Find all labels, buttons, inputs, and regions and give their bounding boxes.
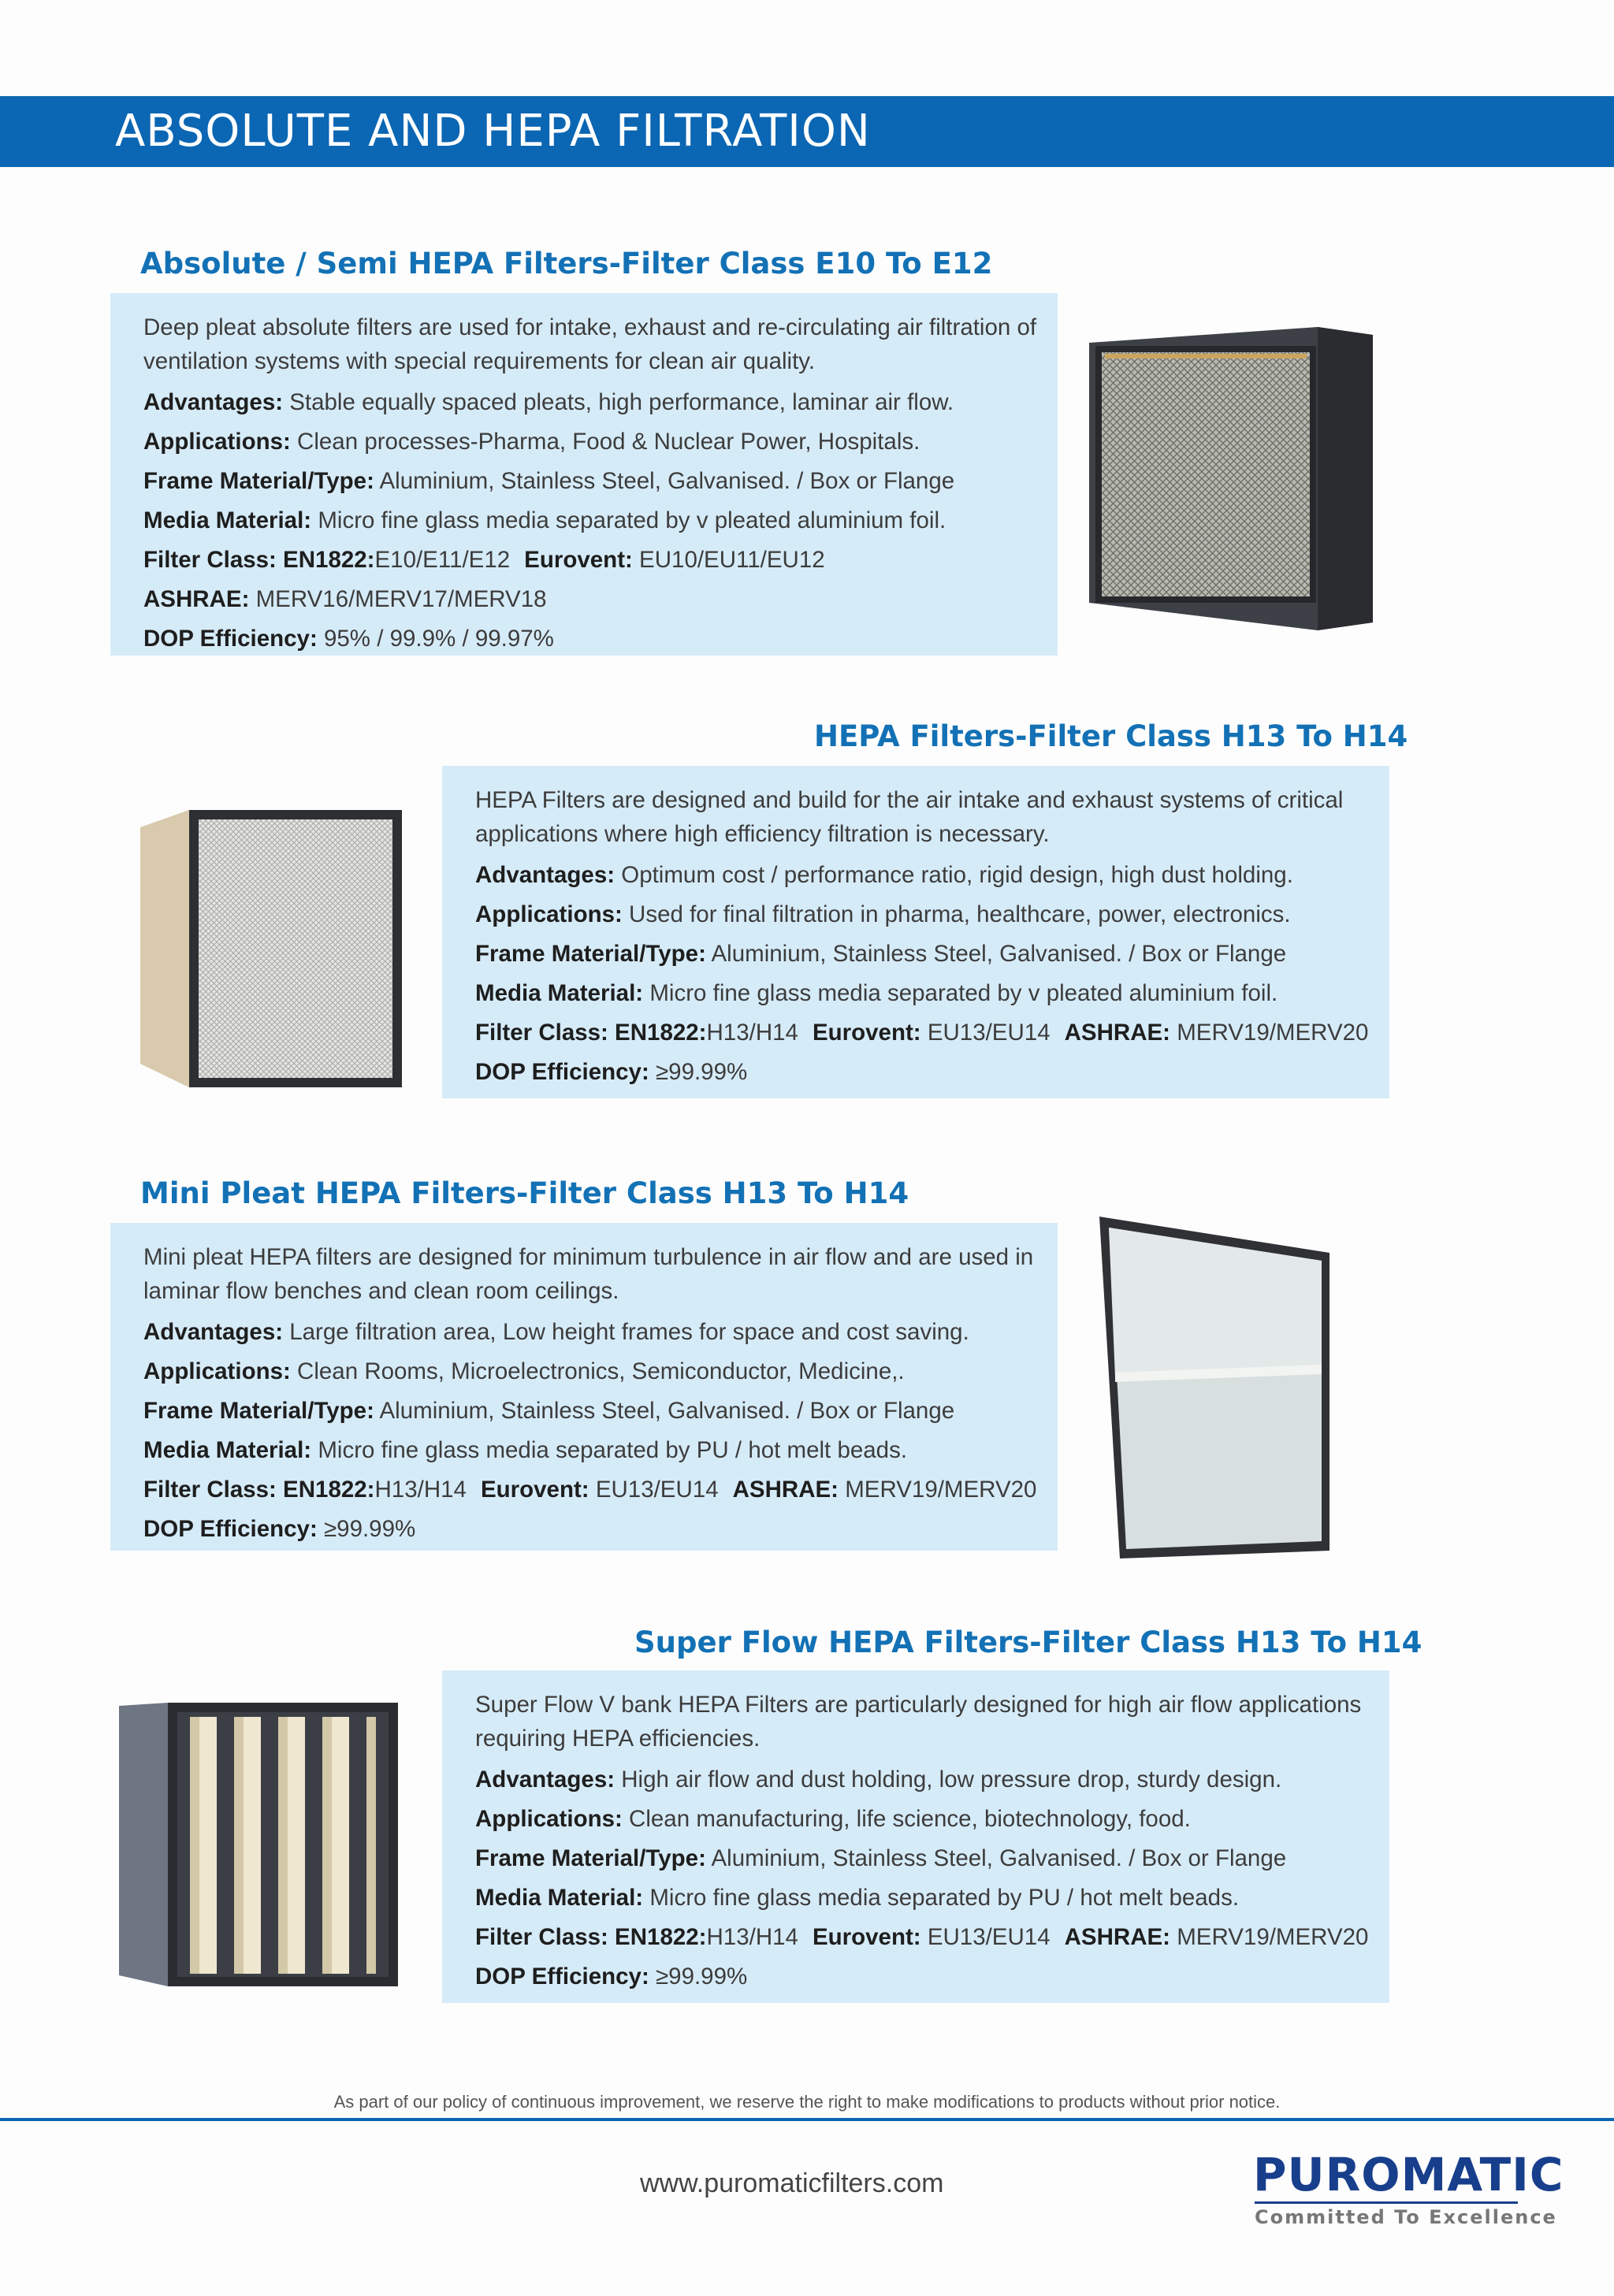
section-title-absolute: Absolute / Semi HEPA Filters-Filter Class E10 To E12 [140, 247, 993, 280]
filter-class-row: Filter Class: EN1822:H13/H14 Eurovent: EU13/EU14 ASHRAE: MERV19/MERV20 [475, 1924, 1369, 1950]
frame-row: Frame Material/Type: Aluminium, Stainless Steel, Galvanised. / Box or Flange [143, 1398, 955, 1424]
website-link[interactable]: www.puromaticfilters.com [640, 2168, 944, 2198]
puromatic-logo: PUROMATIC [1253, 2148, 1564, 2201]
frame-row: Frame Material/Type: Aluminium, Stainless Steel, Galvanised. / Box or Flange [475, 941, 1287, 967]
applications-row: Applications: Clean processes-Pharma, Food & Nuclear Power, Hospitals. [143, 429, 920, 455]
footer-divider [0, 2118, 1614, 2121]
page-banner [0, 96, 1614, 167]
applications-row: Applications: Clean Rooms, Microelectronics, Semiconductor, Medicine,. [143, 1358, 905, 1384]
section-description: HEPA Filters are designed and build for the air intake and exhaust systems of critical applications where high efficiency filtration is necessary. [475, 787, 1344, 847]
dop-row: DOP Efficiency: 95% / 99.9% / 99.97% [143, 626, 554, 652]
hepa-filter-image [134, 796, 418, 1095]
section-box-mini-pleat [110, 1223, 1058, 1551]
filter-class-row: Filter Class: EN1822:H13/H14 Eurovent: EU13/EU14 ASHRAE: MERV19/MERV20 [143, 1477, 1037, 1503]
section-description: Deep pleat absolute filters are used for intake, exhaust and re-circulating air filtration of ventilation systems with special requirements for clean air quality. [143, 314, 1037, 374]
dop-row: DOP Efficiency: ≥99.99% [143, 1516, 416, 1542]
section-description: Super Flow V bank HEPA Filters are particularly designed for high air flow applications requiring HEPA efficiencies. [475, 1692, 1362, 1752]
mini-pleat-filter-image [1091, 1212, 1336, 1559]
page-title: ABSOLUTE AND HEPA FILTRATION [115, 106, 871, 157]
absolute-filter-image [1081, 319, 1381, 634]
section-title-mini-pleat: Mini Pleat HEPA Filters-Filter Class H13 To H14 [140, 1176, 909, 1210]
media-row: Media Material: Micro fine glass media separated by PU / hot melt beads. [475, 1885, 1240, 1911]
section-title-super-flow: Super Flow HEPA Filters-Filter Class H13 To H14 [634, 1625, 1422, 1659]
filter-class-row: Filter Class: EN1822:H13/H14 Eurovent: EU13/EU14 ASHRAE: MERV19/MERV20 [475, 1020, 1369, 1046]
disclaimer-note: As part of our policy of continuous improvement, we reserve the right to make modifications to products without prior notice. [333, 2092, 1281, 2112]
ashrae-row: ASHRAE: MERV16/MERV17/MERV18 [143, 586, 547, 612]
media-row: Media Material: Micro fine glass media separated by PU / hot melt beads. [143, 1437, 908, 1463]
applications-row: Applications: Used for final filtration in pharma, healthcare, power, electronics. [475, 901, 1291, 927]
dop-row: DOP Efficiency: ≥99.99% [475, 1963, 748, 1989]
logo-tagline: Committed To Excellence [1255, 2206, 1557, 2228]
frame-row: Frame Material/Type: Aluminium, Stainless Steel, Galvanised. / Box or Flange [475, 1845, 1287, 1871]
section-description: Mini pleat HEPA filters are designed for minimum turbulence in air flow and are used in laminar flow benches and clean room ceilings. [143, 1244, 1034, 1304]
applications-row: Applications: Clean manufacturing, life science, biotechnology, food. [475, 1806, 1191, 1832]
frame-row: Frame Material/Type: Aluminium, Stainless Steel, Galvanised. / Box or Flange [143, 468, 955, 494]
logo-underline [1255, 2201, 1518, 2204]
advantages-row: Advantages: Optimum cost / performance ratio, rigid design, high dust holding. [475, 862, 1293, 888]
media-row: Media Material: Micro fine glass media separated by v pleated aluminium foil. [143, 507, 946, 533]
advantages-row: Advantages: High air flow and dust holding, low pressure drop, sturdy design. [475, 1767, 1282, 1793]
advantages-row: Advantages: Large filtration area, Low height frames for space and cost saving. [143, 1319, 969, 1345]
dop-row: DOP Efficiency: ≥99.99% [475, 1059, 748, 1085]
advantages-row: Advantages: Stable equally spaced pleats, high performance, laminar air flow. [143, 389, 954, 415]
filter-class-row: Filter Class: EN1822:E10/E11/E12 Eurovent: EU10/EU11/EU12 [143, 547, 825, 573]
section-box-absolute [110, 293, 1058, 656]
super-flow-filter-image [114, 1698, 406, 1989]
section-box-super-flow [442, 1670, 1389, 2003]
media-row: Media Material: Micro fine glass media separated by v pleated aluminium foil. [475, 980, 1278, 1006]
section-box-hepa [442, 766, 1389, 1098]
section-title-hepa: HEPA Filters-Filter Class H13 To H14 [814, 719, 1408, 753]
